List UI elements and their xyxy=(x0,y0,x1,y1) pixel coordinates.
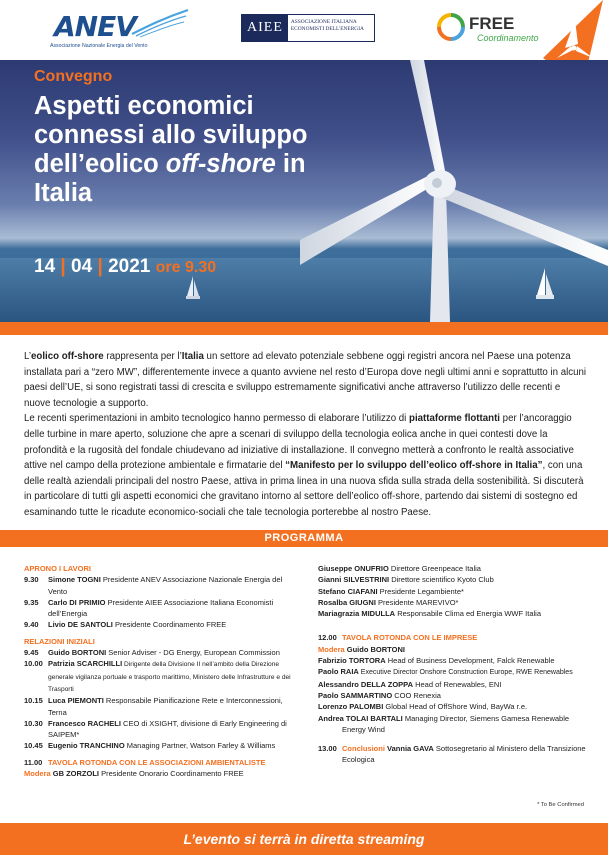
aiee-abbr: AIEE xyxy=(242,15,288,41)
speaker-item: Lorenzo PALOMBI Global Head of OffShore Wind, BayWa r.e. xyxy=(318,702,528,712)
program-item: 9.45 Guido BORTONI Senior Adviser - DG Energy, European Commission xyxy=(24,648,280,658)
speaker-item: Alessandro DELLA ZOPPA Head of Renewables, ENI xyxy=(318,679,502,689)
program-item: 9.40 Livio DE SANTOLI Presidente Coordinamento FREE xyxy=(24,620,227,630)
program-right-column xyxy=(318,563,588,766)
title-emphasis: off-shore xyxy=(165,150,276,178)
event-time: ore 9.30 xyxy=(155,259,217,276)
orange-divider xyxy=(0,322,608,335)
sailboat-icon xyxy=(186,276,200,300)
anev-wordmark: ANEV xyxy=(54,10,136,43)
free-ring-icon xyxy=(436,12,466,42)
roundtable-associations: 11.00 TAVOLA ROTONDA CON LE ASSOCIAZIONI AMBIENTALISTE xyxy=(24,757,266,767)
roundtable-companies: 12.00 TAVOLA ROTONDA CON LE IMPRESE xyxy=(318,633,478,643)
program-item: 10.30 Francesco RACHELI CEO di XSIGHT, divisione di Early Engineering di SAIPEM* xyxy=(24,718,287,740)
moderator-line: Modera Guido BORTONI xyxy=(318,644,405,654)
program-item: 10.15 Luca PIEMONTI Responsabile Pianificazione Rete e Interconnessioni, Terna xyxy=(24,696,283,717)
free-wordmark: FREE xyxy=(469,14,515,33)
programma-heading: PROGRAMMA xyxy=(0,530,608,547)
speaker-item: Andrea TOLAI BARTALI Managing Director, Siemens Gamesa Renewable Energy Wind xyxy=(318,713,570,734)
sailboat-icon xyxy=(536,268,554,300)
section-aprono: APRONO I LAVORI xyxy=(24,564,91,573)
event-title: Aspetti economici connessi allo sviluppo dell’eolico off-shore in Italia xyxy=(34,92,308,207)
date-day: 14 xyxy=(34,256,56,277)
speaker-item: Mariagrazia MIDULLA Responsabile Clima ed Energia WWF Italia xyxy=(318,609,542,619)
speaker-item: Stefano CIAFANI Presidente Legambiente* xyxy=(318,586,464,596)
event-type: Convegno xyxy=(34,68,113,85)
free-logo xyxy=(436,12,539,48)
program-left-column xyxy=(24,563,296,779)
conclusions: 13.00 Conclusioni Vannia GAVA Sottosegretario al Ministero della Transizione Ecologica xyxy=(318,744,586,765)
speaker-item: Paolo SAMMARTINO COO Renexia xyxy=(318,690,441,700)
hero-banner xyxy=(0,60,608,322)
date-year: 2021 xyxy=(108,256,151,277)
speaker-item: Fabrizio TORTORA Head of Business Development, Falck Renewable xyxy=(318,656,555,666)
aiee-full-name: ASSOCIAZIONE ITALIANA ECONOMISTI DELL'ENERGIA xyxy=(290,19,364,32)
date-month: 04 xyxy=(71,256,93,277)
moderator-line: Modera GB ZORZOLI Presidente Onorario Coordinamento FREE xyxy=(24,769,244,779)
program-item: 10.45 Eugenio TRANCHINO Managing Partner, Watson Farley & Williams xyxy=(24,741,276,751)
streaming-banner: L’evento si terrà in diretta streaming xyxy=(0,823,608,855)
free-subtitle: Coordinamento xyxy=(477,33,539,43)
aiee-logo xyxy=(241,14,375,42)
anev-logo xyxy=(50,6,200,52)
header xyxy=(0,0,608,60)
section-relazioni: RELAZIONI INIZIALI xyxy=(24,636,95,646)
intro-text: L’eolico off-shore rappresenta per l’Italia un settore ad elevato potenziale sebbene oggi registri ancora nel Paese una potenza installata pari a “zero MW”, differentemente invece a quanto avviene nel resto d’Europa dove negli ultimi anni e soprattutto in alcuni paesi dell’UE, si sono registrati tassi di crescita e sviluppo estremamente significativi anche attraverso l’utilizzo delle recenti e nuove tecnologie a supporto. Le recenti sperimentazioni in ambito tecnologico hanno permesso di elaborare l’utilizzo di piattaforme flottanti per l’ancoraggio delle turbine in mare aperto, soluzione che apre a scenari di sviluppo della tecnologia eolica anche in quei contesti dove la profondità e la rugosità del fondale chiudevano ad iniziative di installazione. Il convegno metterà a confronto le realtà associative attive nel campo della protezione ambientale e firmatarie del “Manifesto per lo sviluppo dell’eolico off-shore in Italia”, con una delle realtà aziendali principali del nostro Paese, attiva in prima linea in una nuova sfida sulla strada della sostenibilità. Si discuterà in particolare di tutti gli aspetti economici che gravitano intorno al settore dell’eolico off-shore, partendo dai sistemi di sostegno ed esaminando tutte le ricadute economico-sociali che tale tecnologia porterebbe al nostro Paese. xyxy=(24,351,587,518)
program-item: 9.30 Simone TOGNI Presidente ANEV Associazione Nazionale Energia del Vento xyxy=(24,575,283,596)
speaker-item: Paolo RAIA Executive Director Onshore Construction Europe, RWE Renewables xyxy=(318,667,573,677)
speaker-item: Gianni SILVESTRINI Direttore scientifico Kyoto Club xyxy=(318,575,494,585)
anev-tagline: Associazione Nazionale Energia del Vento xyxy=(50,43,148,49)
speaker-item: Giuseppe ONUFRIO Direttore Greenpeace Italia xyxy=(318,564,481,573)
wind-swoosh-icon xyxy=(130,8,190,38)
speaker-item: Rosalba GIUGNI Presidente MAREVIVO* xyxy=(318,597,459,607)
program-item: 10.00 Patrizia SCARCHILLI Dirigente della Divisione II nell’ambito della Direzione generale vigilanza portuale e trasporto marittimo, Ministero delle Infrastrutture e dei Trasporti xyxy=(24,659,291,693)
tbc-footnote: * To Be Confirmed xyxy=(537,802,584,808)
event-date: 14 | 04 | 2021 ore 9.30 xyxy=(34,256,217,277)
program-item: 9.35 Carlo DI PRIMIO Presidente AIEE Associazione Italiana Economisti dell’Energia xyxy=(24,597,274,619)
